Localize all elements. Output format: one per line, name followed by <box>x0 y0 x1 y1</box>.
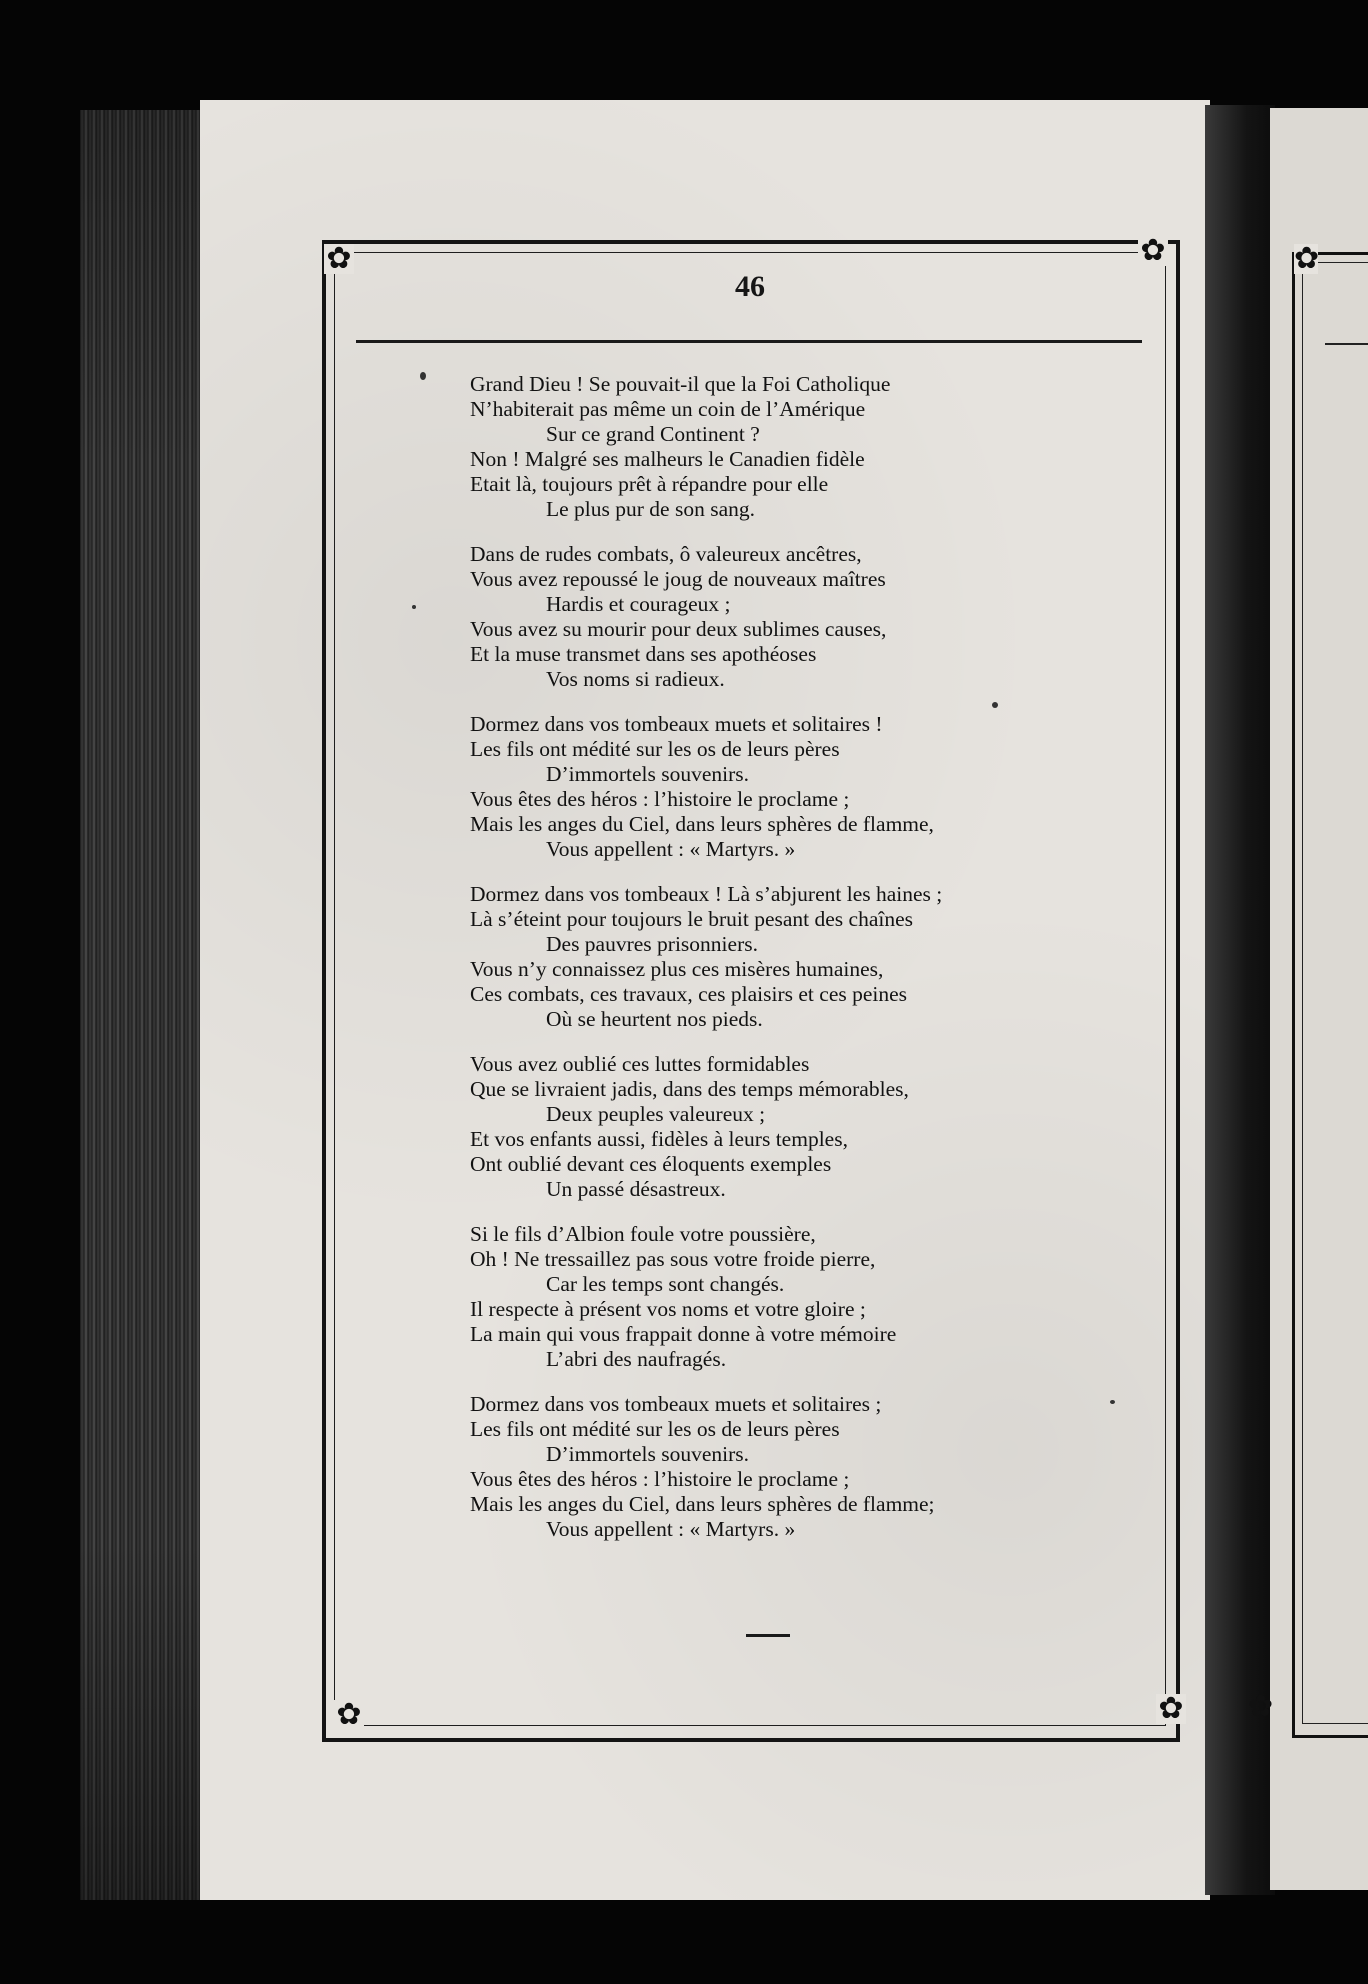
poem-line: Ont oublié devant ces éloquents exemples <box>470 1152 832 1176</box>
stanza <box>470 712 1170 862</box>
poem-line: Que se livraient jadis, dans des temps mémorables, <box>470 1077 909 1101</box>
stanza <box>470 1052 1170 1202</box>
poem-line: Dormez dans vos tombeaux muets et solitaires ! <box>470 712 883 736</box>
poem-line: Ces combats, ces travaux, ces plaisirs et ces peines <box>470 982 908 1006</box>
poem-line: Non ! Malgré ses malheurs le Canadien fidèle <box>470 447 865 471</box>
poem-line: Hardis et courageux ; <box>546 592 731 616</box>
poem-line: La main qui vous frappait donne à votre mémoire <box>470 1322 897 1346</box>
scan-speck <box>1110 1400 1115 1404</box>
facing-page-rule <box>1325 343 1368 345</box>
poem-line: Et vos enfants aussi, fidèles à leurs temples, <box>470 1127 848 1151</box>
poem-line: Les fils ont médité sur les os de leurs pères <box>470 1417 840 1441</box>
poem-line: Les fils ont médité sur les os de leurs pères <box>470 737 840 761</box>
end-rule <box>746 1634 790 1637</box>
poem-line: Dormez dans vos tombeaux muets et solitaires ; <box>470 1392 882 1416</box>
poem <box>470 372 1170 1562</box>
scan-speck <box>992 702 998 708</box>
page-number: 46 <box>735 270 765 303</box>
poem-line: Vous appellent : « Martyrs. » <box>546 1517 796 1541</box>
ornament-fleuron-icon: ✿ <box>334 1700 364 1730</box>
poem-line: Dormez dans vos tombeaux ! Là s’abjurent les haines ; <box>470 882 943 906</box>
poem-line: Et la muse transmet dans ses apothéoses <box>470 642 817 666</box>
scan-speck <box>412 605 416 609</box>
poem-line: Un passé désastreux. <box>546 1177 726 1201</box>
scan-speck <box>420 372 426 380</box>
poem-line: Etait là, toujours prêt à répandre pour elle <box>470 472 829 496</box>
poem-line: D’immortels souvenirs. <box>546 1442 750 1466</box>
poem-line: Si le fils d’Albion foule votre poussière, <box>470 1222 816 1246</box>
poem-line: Car les temps sont changés. <box>546 1272 785 1296</box>
poem-line: Grand Dieu ! Se pouvait-il que la Foi Catholique <box>470 372 891 396</box>
poem-line: Vous êtes des héros : l’histoire le proclame ; <box>470 1467 850 1491</box>
poem-line: Vous êtes des héros : l’histoire le proclame ; <box>470 787 850 811</box>
poem-line: Oh ! Ne tressaillez pas sous votre froide pierre, <box>470 1247 876 1271</box>
ornament-fleuron-icon: ✿ <box>324 244 354 274</box>
ornament-fleuron-icon: ✿ <box>1294 242 1320 275</box>
stanza <box>470 1222 1170 1372</box>
poem-line: Dans de rudes combats, ô valeureux ancêtres, <box>470 542 862 566</box>
stanza <box>470 1392 1170 1542</box>
poem-line: Mais les anges du Ciel, dans leurs sphères de flamme, <box>470 812 934 836</box>
poem-line: Des pauvres prisonniers. <box>546 932 758 956</box>
poem-line: Il respecte à présent vos noms et votre gloire ; <box>470 1297 866 1321</box>
poem-line: Sur ce grand Continent ? <box>546 422 760 446</box>
poem-line: Où se heurtent nos pieds. <box>546 1007 763 1031</box>
poem-line: D’immortels souvenirs. <box>546 762 750 786</box>
poem-line: Le plus pur de son sang. <box>546 497 755 521</box>
poem-line: Vous avez oublié ces luttes formidables <box>470 1052 810 1076</box>
poem-line: Vous n’y connaissez plus ces misères humaines, <box>470 957 884 981</box>
ornament-fleuron-icon: ✿ <box>1248 1690 1274 1723</box>
poem-line: Vous appellent : « Martyrs. » <box>546 837 796 861</box>
poem-line: Deux peuples valeureux ; <box>546 1102 766 1126</box>
book-fore-edge <box>80 110 205 1900</box>
poem-line: Là s’éteint pour toujours le bruit pesant des chaînes <box>470 907 914 931</box>
facing-page-frame-inner <box>1302 262 1368 1724</box>
ornament-fleuron-icon: ✿ <box>1156 1694 1186 1724</box>
stanza <box>470 882 1170 1032</box>
poem-line: Vous avez su mourir pour deux sublimes causes, <box>470 617 887 641</box>
header-rule <box>356 340 1142 343</box>
poem-line: Vos noms si radieux. <box>546 667 725 691</box>
poem-line: L’abri des naufragés. <box>546 1347 727 1371</box>
poem-line: Mais les anges du Ciel, dans leurs sphères de flamme; <box>470 1492 935 1516</box>
stanza <box>470 542 1170 692</box>
ornament-fleuron-icon: ✿ <box>1138 236 1168 266</box>
stanza <box>470 372 1170 522</box>
book-gutter <box>1205 105 1275 1895</box>
poem-line: Vous avez repoussé le joug de nouveaux maîtres <box>470 567 886 591</box>
poem-line: N’habiterait pas même un coin de l’Amérique <box>470 397 866 421</box>
